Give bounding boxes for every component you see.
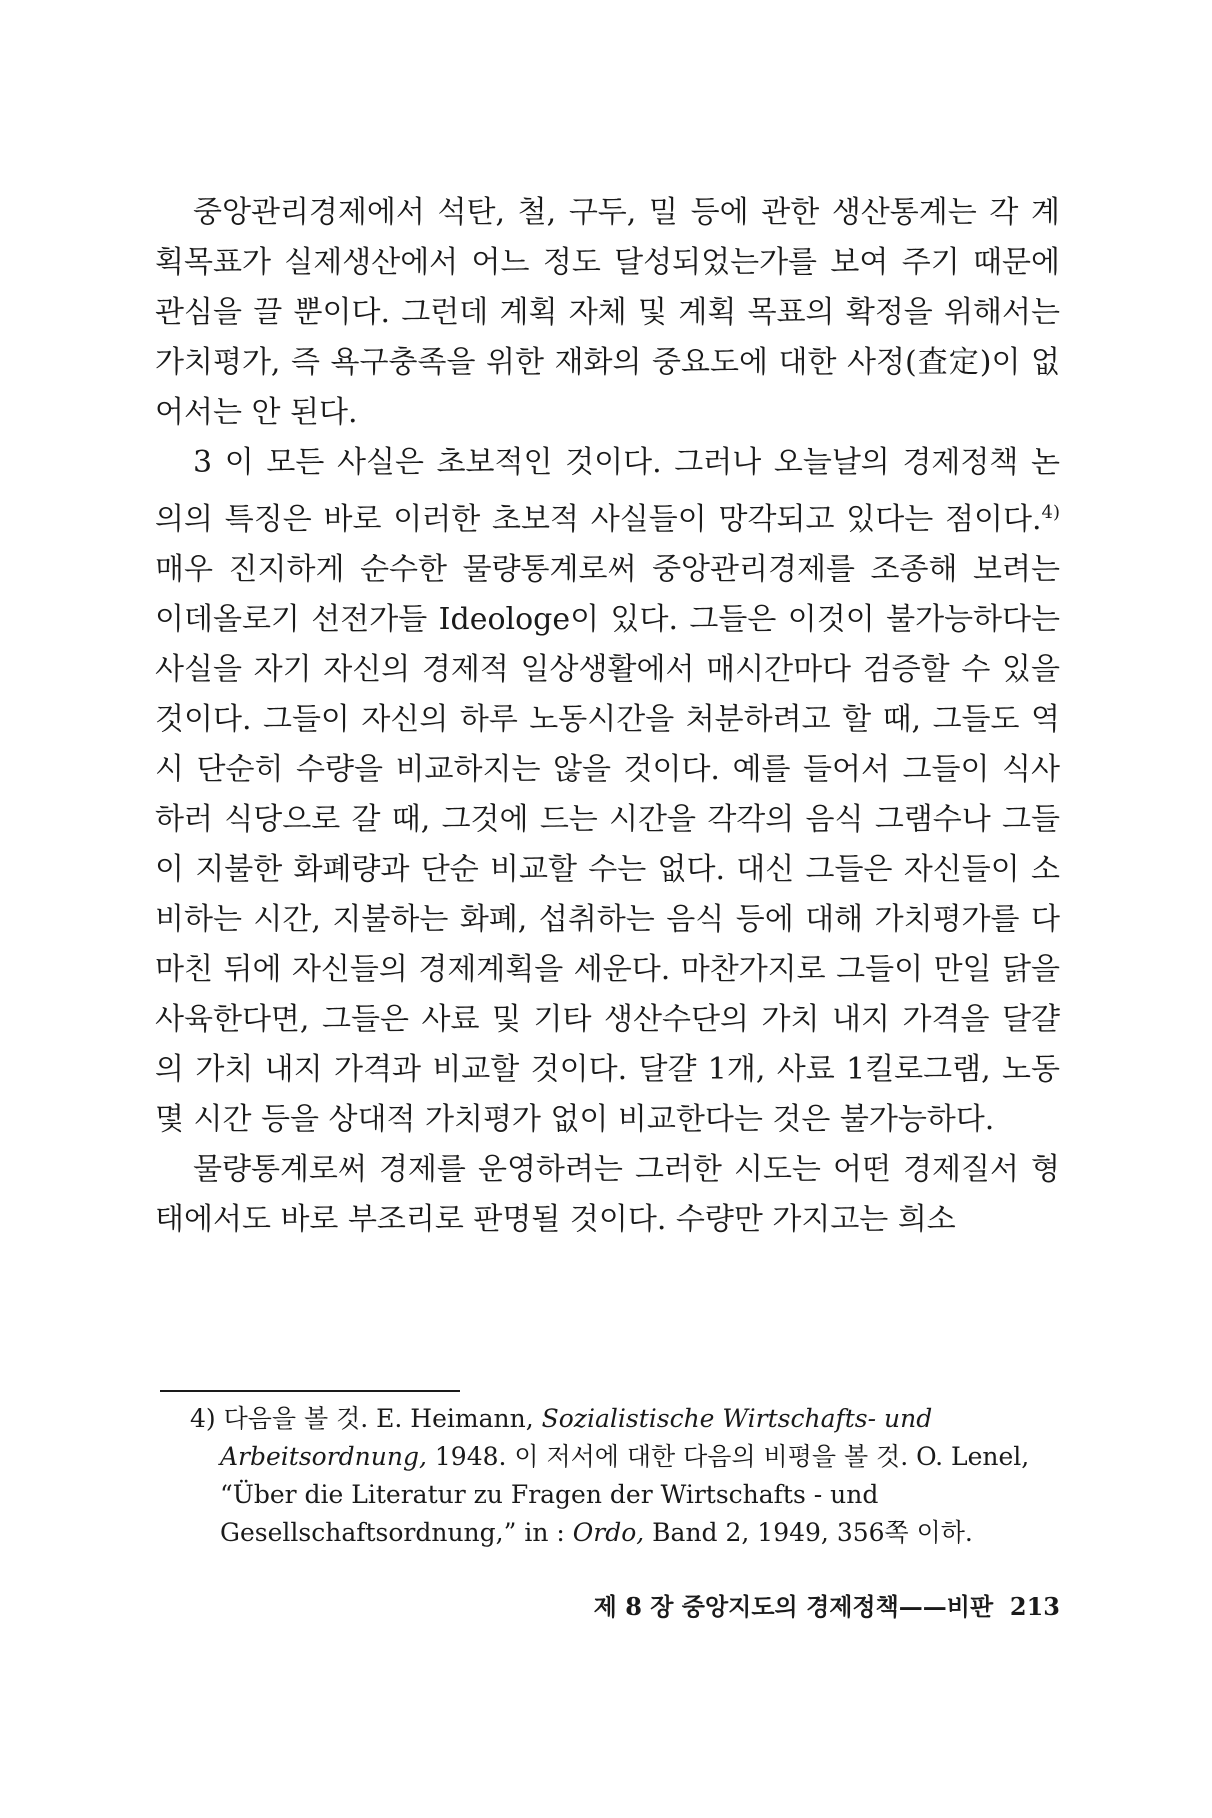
body-text — [155, 188, 1060, 1245]
running-footer — [550, 1587, 1060, 1622]
paragraph: 중앙관리경제에서 석탄, 철, 구두, 밀 등에 관한 생산통계는 각 계획목표가 실제생산에서 어느 정도 달성되었는가를 보여 주기 때문에 관심을 끌 뿐이다. 그런데 계획 자체 및 계획 목표의 확정을 위해서는 가치평가, 즉 욕구충족을 위한 재화의 중요도에 대한 사정(査定)이 없어서는 안 된다. — [155, 195, 1060, 430]
cited-title: Sozialistische Wirtschafts- und Arbeitsordnung, — [220, 1404, 933, 1471]
footnote-part: 1948. 이 저서에 대한 다음의 비평을 볼 것. O. Lenel, “Über die Literatur zu Fragen der Wirtschafts - und Gesellschaftsordnung,” in : — [220, 1442, 1030, 1547]
chapter-title: 제 8 장 중앙지도의 경제정책——비판 — [593, 1592, 994, 1621]
paragraph-text: 3 이 모든 사실은 초보적인 것이다. 그러나 오늘날의 경제정책 논의의 특징은 바로 이러한 초보적 사실들이 망각되고 있다는 점이다. — [155, 445, 1060, 537]
footnote-part: 다음을 볼 것. E. Heimann, — [223, 1404, 534, 1433]
paragraph — [155, 438, 1060, 1145]
footnote-number: 4) — [190, 1404, 216, 1433]
paragraph-text: 매우 진지하게 순수한 물량통계로써 중앙관리경제를 조종해 보려는 이데올로기 선전가들 Ideologe이 있다. 그들은 이것이 불가능하다는 사실을 자기 자신의 경제적 일상생활에서 매시간마다 검증할 수 있을 것이다. 그들이 자신의 하루 노동시간을 처분하려고 할 때, 그들도 역시 단순히 수량을 비교하지는 않을 것이다. 예를 들어서 그들이 식사하러 식당으로 갈 때, 그것에 드는 시간을 각각의 음식 그램수나 그들이 지불한 화폐량과 단순 비교할 수는 없다. 대신 그들은 자신들이 소비하는 시간, 지불하는 화폐, 섭취하는 음식 등에 대해 가치평가를 다 마친 뒤에 자신들의 경제계획을 세운다. 마찬가지로 그들이 만일 닭을 사육한다면, 그들은 사료 및 기타 생산수단의 가치 내지 가격을 달걀의 가치 내지 가격과 비교할 것이다. 달걀 1개, 사료 1킬로그램, 노동 몇 시간 등을 상대적 가치평가 없이 비교한다는 것은 불가능하다. — [155, 552, 1060, 1137]
page-number: 213 — [1009, 1592, 1060, 1621]
footnote — [190, 1400, 1060, 1552]
paragraph: 물량통계로써 경제를 운영하려는 그러한 시도는 어떤 경제질서 형태에서도 바로 부조리로 판명될 것이다. 수량만 가지고는 희소 — [155, 1152, 1060, 1237]
footnote-text — [190, 1400, 1060, 1552]
footnote-divider — [160, 1390, 460, 1392]
footnote-reference: 4) — [1041, 502, 1060, 523]
cited-title: Ordo, — [572, 1518, 645, 1547]
footnote-part: Band 2, 1949, 356쪽 이하. — [652, 1518, 973, 1547]
